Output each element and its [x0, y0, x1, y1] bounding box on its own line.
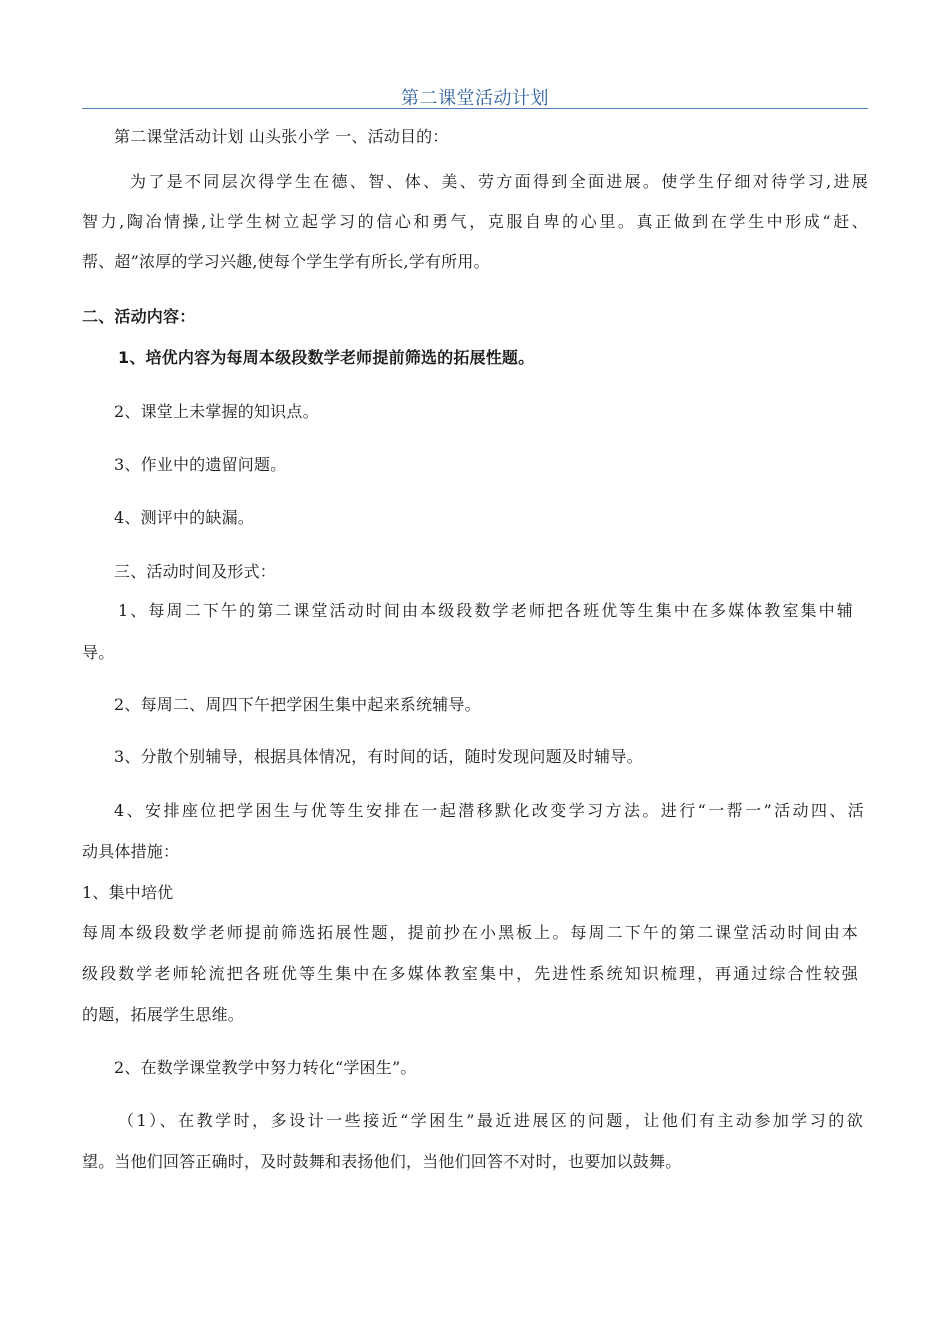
- section3-item-1-line-1: 1、每周二下午的第二课堂活动时间由本级段数学老师把各班优等生集中在多媒体教室集中辅: [118, 601, 853, 620]
- section3-heading: 三、活动时间及形式：: [114, 562, 277, 581]
- section3-item-1-line-2: 导。: [82, 643, 115, 662]
- section2-heading: 二、活动内容：: [82, 307, 196, 326]
- section4-item-2-sub-1-line-2: 望。当他们回答正确时，及时鼓舞和表扬他们，当他们回答不对时，也要加以鼓舞。: [82, 1152, 682, 1171]
- section4-item-1-line-2: 级段数学老师轮流把各班优等生集中在多媒体教室集中，先进性系统知识梳理，再通过综合性较强: [82, 964, 858, 983]
- section3-item-3: 3、分散个别辅导，根据具体情况，有时间的话，随时发现问题及时辅导。: [114, 747, 643, 766]
- section2-item-4: 4、测评中的缺漏。: [114, 508, 254, 527]
- section2-item-2: 2、课堂上未掌握的知识点。: [114, 402, 319, 421]
- section3-item-4-line-1: 4、安排座位把学困生与优等生安排在一起潜移默化改变学习方法。进行“一帮一”活动四、活: [114, 801, 864, 820]
- page-title: 第二课堂活动计划: [401, 88, 549, 109]
- section4-item-1-title: 1、集中培优: [82, 883, 174, 902]
- section3-item-2: 2、每周二、周四下午把学困生集中起来系统辅导。: [114, 695, 481, 714]
- header-line: 第二课堂活动计划 山头张小学 一、活动目的：: [114, 127, 449, 146]
- section4-item-2-title: 2、在数学课堂教学中努力转化“学困生”。: [114, 1058, 417, 1077]
- section4-item-1-line-1: 每周本级段数学老师提前筛选拓展性题，提前抄在小黑板上。每周二下午的第二课堂活动时间由本: [82, 923, 858, 942]
- purpose-line-1: 为了是不同层次得学生在德、智、体、美、劳方面得到全面进展。使学生仔细对待学习,进展: [130, 172, 868, 191]
- section4-item-1-line-3: 的题，拓展学生思维。: [82, 1005, 245, 1024]
- purpose-line-3: 帮、超”浓厚的学习兴趣,使每个学生学有所长,学有所用。: [82, 252, 490, 271]
- section3-item-4-line-2: 动具体措施：: [82, 842, 180, 861]
- section2-item-3: 3、作业中的遗留问题。: [114, 455, 287, 474]
- section2-item-1: 1、培优内容为每周本级段数学老师提前筛选的拓展性题。: [118, 348, 535, 367]
- title-underline: [82, 108, 868, 109]
- purpose-line-2: 智力,陶冶情操,让学生树立起学习的信心和勇气，克服自卑的心里。真正做到在学生中形成“赶、: [82, 212, 868, 231]
- section4-item-2-sub-1-line-1: （1）、在教学时，多设计一些接近“学困生”最近进展区的问题，让他们有主动参加学习的欲: [118, 1111, 863, 1130]
